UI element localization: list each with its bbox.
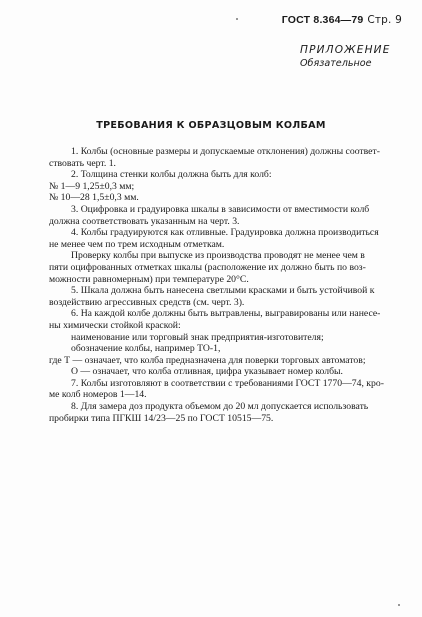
text-line: № 1—9 1,25±0,3 мм;	[49, 180, 135, 192]
page-number: Стр. 9	[367, 14, 402, 26]
text-line: пяти оцифрованных отметках шкалы (расположение их должно быть по воз-	[49, 261, 366, 273]
text-line: О — означает, что колба отливная, цифра указывает номер колбы.	[71, 366, 343, 378]
scan-speck	[236, 18, 238, 20]
appendix-block	[300, 44, 410, 69]
text-line: № 10—28 1,5±0,3 мм.	[49, 192, 139, 204]
text-line: 7. Колбы изготовляют в соответствии с требованиями ГОСТ 1770—74, кро-	[71, 377, 384, 389]
text-line: обозначение колбы, например ТО-1,	[71, 343, 221, 355]
text-line: можности равномерным) при температуре 20°С.	[49, 273, 249, 285]
text-line: 4. Колбы градуируются как отливные. Градуировка должна производиться	[71, 227, 379, 239]
text-line: 6. На каждой колбе должны быть вытравлены, выгравированы или нанесе-	[71, 308, 381, 320]
appendix-status: Обязательное	[300, 58, 372, 69]
page-header	[282, 14, 402, 26]
text-line: ны химически стойкой краской:	[49, 319, 181, 331]
section-title: ТРЕБОВАНИЯ К ОБРАЗЦОВЫМ КОЛБАМ	[96, 120, 326, 131]
text-line: где Т — означает, что колба предназначена для поверки торговых автоматов;	[49, 354, 366, 366]
text-line: пробирки типа ПГКШ 14/23—25 по ГОСТ 10515—75.	[49, 412, 274, 424]
text-line: Проверку колбы при выпуске из производства проводят не менее чем в	[71, 250, 365, 262]
text-line: ствовать черт. 1.	[49, 157, 116, 169]
document-body	[49, 146, 404, 424]
text-line: 3. Оцифровка и градуировка шкалы в зависимости от вместимости колб	[71, 203, 370, 215]
text-line: воздействию агрессивных средств (см. черт. 3).	[49, 296, 245, 308]
text-line: 8. Для замера доз продукта объемом до 20 мл допускается использовать	[71, 401, 369, 413]
text-line: должна соответствовать указанным на черт. 3.	[49, 215, 240, 227]
text-line: 5. Шкала должна быть нанесена светлыми красками и быть устойчивой к	[71, 285, 375, 297]
text-line: наименование или торговый знак предприятия-изготовителя;	[71, 331, 324, 343]
text-line: не менее чем по трем исходным отметкам.	[49, 238, 225, 250]
text-line: 2. Толщина стенки колбы должна быть для колб:	[71, 169, 272, 181]
text-line: 1. Колбы (основные размеры и допускаемые отклонения) должны соответ-	[71, 146, 380, 157]
scan-speck	[398, 604, 400, 606]
standard-number: ГОСТ 8.364—79	[281, 14, 364, 26]
text-line: ме колб номеров 1—14.	[49, 389, 147, 401]
appendix-label: ПРИЛОЖЕНИЕ	[300, 44, 391, 56]
